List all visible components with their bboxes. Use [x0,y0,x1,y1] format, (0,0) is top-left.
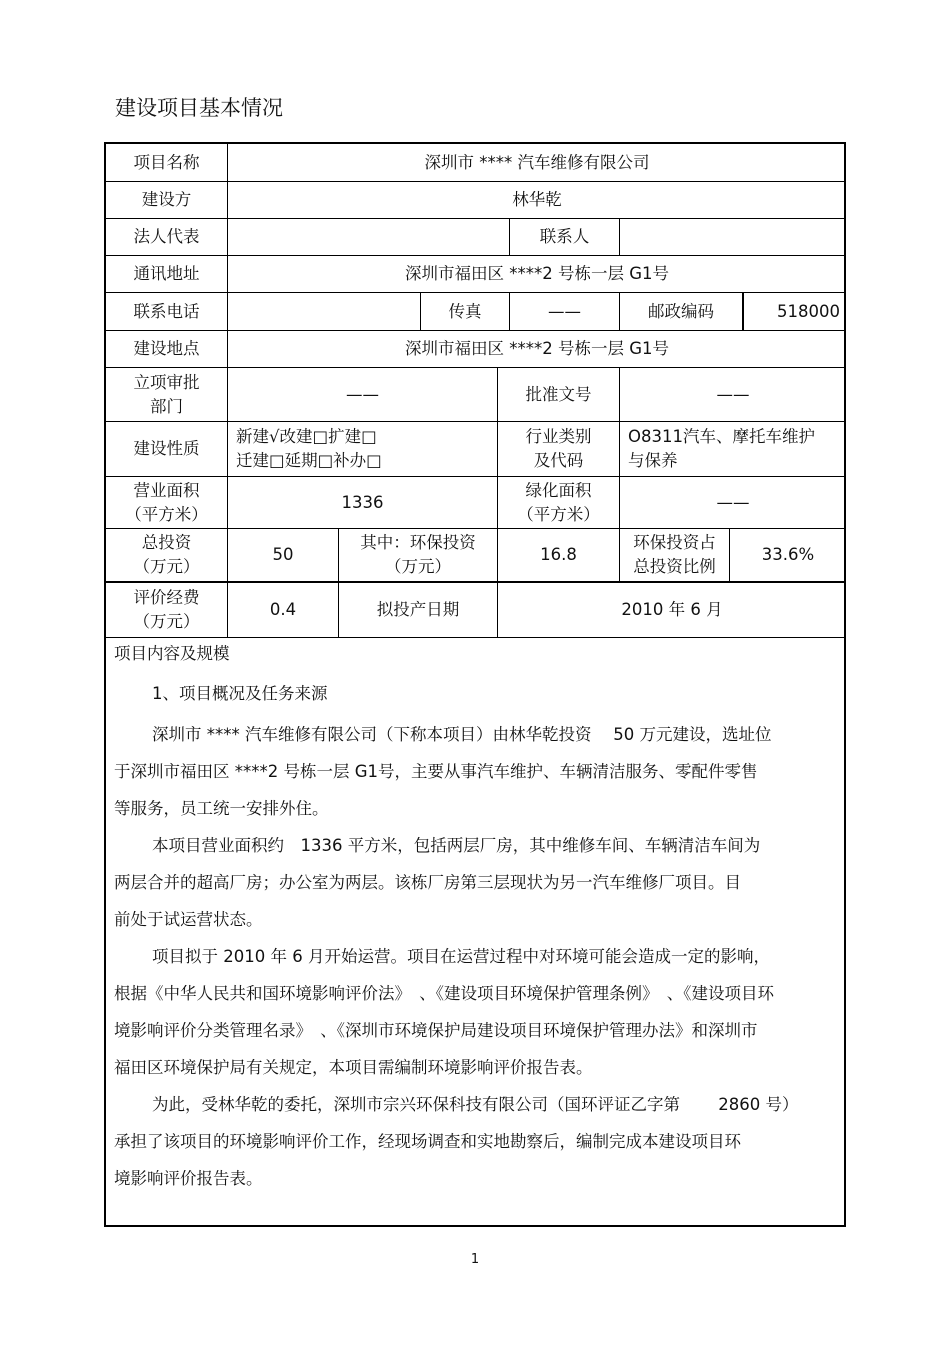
env-ratio-label [620,529,730,583]
project-info-form [104,142,846,1227]
green-label-line1: 绿化面积 [525,480,592,500]
nature-label: 建设性质 [106,422,228,477]
industry-label-line1: 行业类别 [525,427,592,446]
env-invest-label-line1: 其中：环保投资 [360,533,476,552]
area-label-line1: 营业面积 [133,480,200,500]
content-body [114,680,838,1197]
invest-label-line2: （万元） [133,557,200,576]
eval-fee-label-line2: （万元） [133,612,200,631]
approval-doc-value: —— [620,368,846,422]
postcode-value: 518000 [744,293,846,331]
eval-fee-label [106,583,228,638]
site-value: 深圳市福田区 ****2 号栋一层 G1号 [228,331,846,368]
industry-value-line2: 与保养 [628,451,678,470]
green-label-line2: （平方米） [517,504,600,524]
legal-rep-label: 法人代表 [106,219,228,256]
invest-value: 50 [228,529,339,583]
env-invest-value: 16.8 [498,529,620,583]
approval-dept-value: —— [228,368,498,422]
start-date-value: 2010 年 6 月 [498,583,846,638]
page-number: 1 [470,1252,480,1267]
area-value: 1336 [228,477,498,529]
eval-fee-label-line1: 评价经费 [133,588,200,607]
legal-rep-value [228,219,510,256]
paragraph-line: 深圳市 **** 汽车维修有限公司（下称本项目）由林华乾投资 50 万元建设，选址位 [152,725,772,744]
address-label: 通讯地址 [106,256,228,293]
paragraph-line: 于深圳市福田区 ****2 号栋一层 G1号，主要从事汽车维护、车辆清洁服务、零配件零售 [114,762,758,781]
invest-label [106,529,228,583]
paragraph-line: 福田区环境保护局有关规定，本项目需编制环境影响评价报告表。 [114,1058,593,1077]
contact-label: 联系人 [510,219,620,256]
env-invest-label-line2: （万元） [385,557,451,576]
paragraph-line: 项目拟于 2010 年 6 月开始运营。项目在运营过程中对环境可能会造成一定的影响， [152,947,770,966]
paragraph-line: 根据《中华人民共和国环境影响评价法》 、《建设项目环境保护管理条例》 、《建设项目环 [114,984,774,1003]
paragraph-3 [114,938,838,1086]
page-title: 建设项目基本情况 [115,96,283,120]
paragraph-line: 等服务，员工统一安排外住。 [114,799,329,818]
fax-value: —— [510,293,620,331]
nature-value [228,422,498,477]
nature-line2: 迁建□延期□补办□ [236,451,382,470]
phone-value [228,293,421,331]
paragraph-4 [114,1086,838,1197]
industry-value [620,422,846,477]
paragraph-line: 境影响评价分类管理名录》 、《深圳市环境保护局建设项目环境保护管理办法》和深圳市 [114,1021,758,1040]
project-name-label: 项目名称 [106,144,228,182]
builder-value: 林华乾 [228,182,846,219]
nature-line1: 新建√改建□扩建□ [236,427,377,446]
phone-label: 联系电话 [106,293,228,331]
area-label-line2: （平方米） [125,504,208,524]
industry-value-line1: O8311汽车、摩托车维护 [628,427,815,446]
env-ratio-label-line1: 环保投资占 [633,533,716,552]
address-value: 深圳市福田区 ****2 号栋一层 G1号 [228,256,846,293]
env-invest-label [339,529,498,583]
content-subtitle: 1、项目概况及任务来源 [152,684,328,703]
approval-dept-label [106,368,228,422]
fax-label: 传真 [421,293,510,331]
start-date-label: 拟投产日期 [339,583,498,638]
project-name-value: 深圳市 **** 汽车维修有限公司 [228,144,846,182]
area-label [106,477,228,529]
approval-doc-label: 批准文号 [498,368,620,422]
content-section-title: 项目内容及规模 [114,644,230,663]
paragraph-line: 前处于试运营状态。 [114,910,263,929]
invest-label-line1: 总投资 [141,533,192,552]
env-ratio-label-line2: 总投资比例 [633,557,716,576]
env-ratio-value: 33.6% [730,529,846,583]
site-label: 建设地点 [106,331,228,368]
paragraph-line: 本项目营业面积约 1336 平方米，包括两层厂房，其中维修车间、车辆清洁车间为 [152,836,761,855]
builder-label: 建设方 [106,182,228,219]
green-area-value: —— [620,477,846,529]
postcode-label: 邮政编码 [620,293,744,331]
paragraph-1 [114,716,838,827]
paragraph-line: 承担了该项目的环境影响评价工作，经现场调查和实地勘察后，编制完成本建设项目环 [114,1132,741,1151]
approval-dept-label-line2: 部门 [150,396,183,416]
paragraph-2 [114,827,838,938]
green-area-label [498,477,620,529]
contact-value [620,219,846,256]
paragraph-line: 两层合并的超高厂房；办公室为两层。该栋厂房第三层现状为另一汽车维修厂项目。目 [114,873,741,892]
eval-fee-value: 0.4 [228,583,339,638]
approval-dept-label-line1: 立项审批 [133,372,200,392]
industry-label [498,422,620,477]
paragraph-line: 境影响评价报告表。 [114,1169,263,1188]
paragraph-line: 为此，受林华乾的委托，深圳市宗兴环保科技有限公司（国环评证乙字第 2860 号） [152,1095,799,1114]
industry-label-line2: 及代码 [533,451,584,470]
